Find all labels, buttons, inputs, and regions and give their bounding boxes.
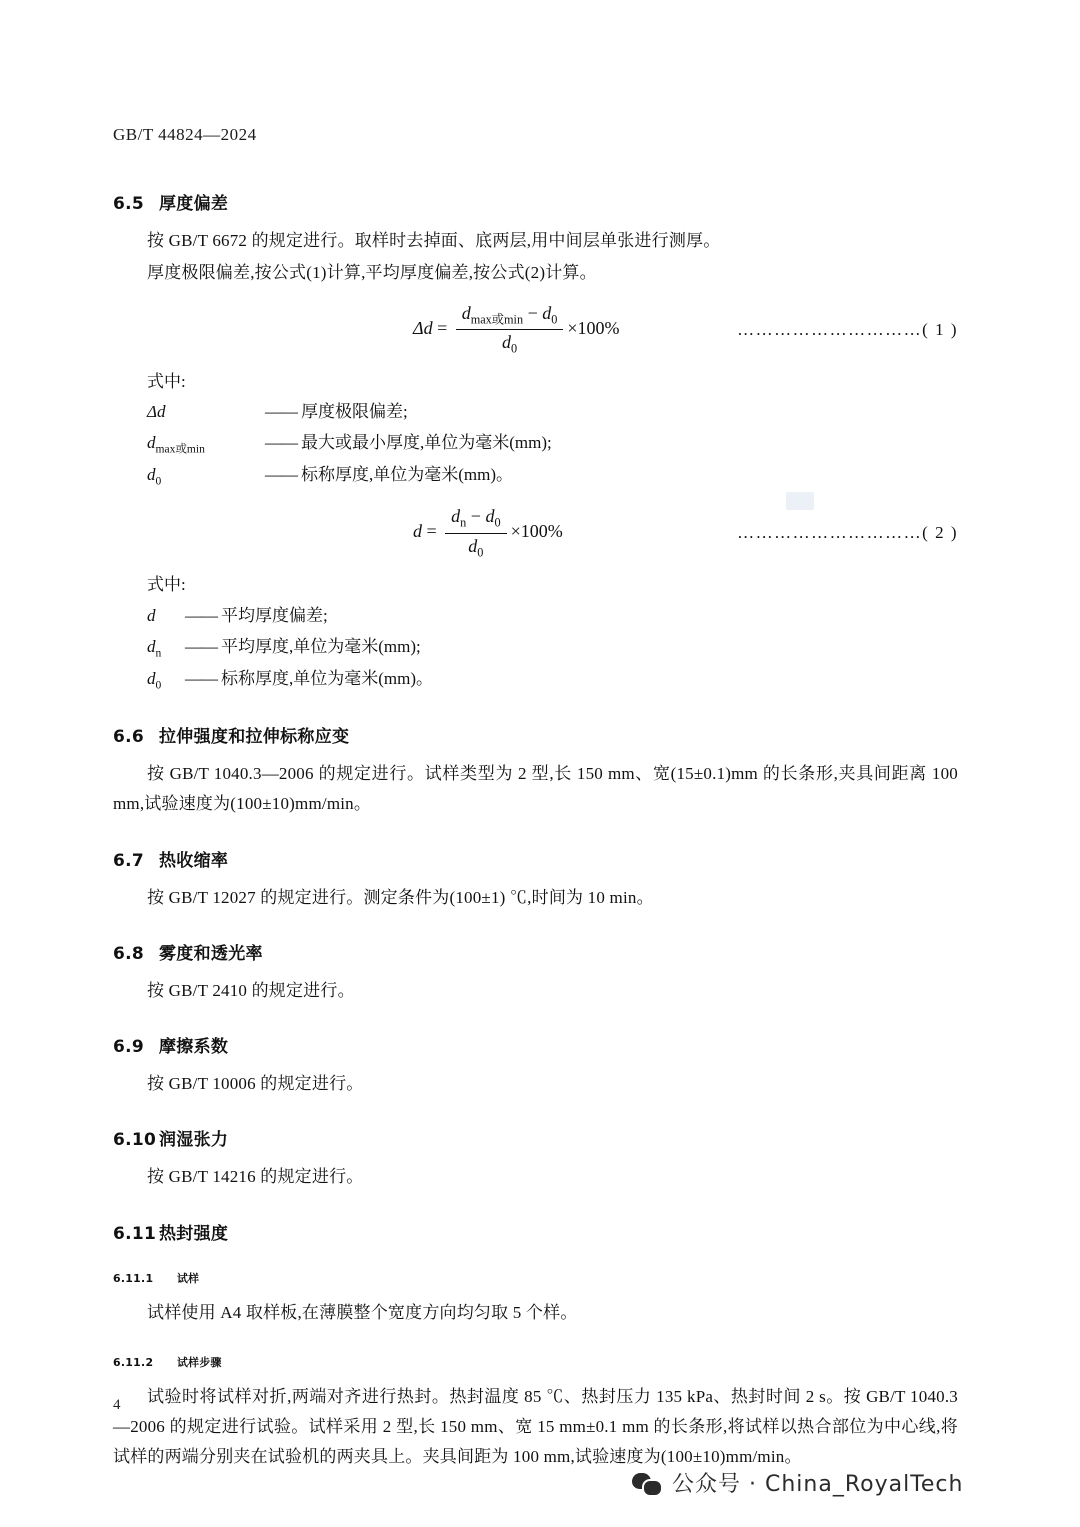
definition-text: 平均厚度偏差; [221,606,328,626]
definition-dash: —— [185,636,217,656]
page-content [113,125,958,1475]
wechat-icon [632,1471,660,1495]
definition-text: 标称厚度,单位为毫米(mm)。 [301,465,514,485]
section-heading-6-11 [113,1219,958,1244]
formula-2-label: …………………………( 2 ) [737,523,958,543]
definition-symbol: $d_n$ [147,636,162,660]
paragraph: 按 GB/T 2410 的规定进行。 [147,980,355,1000]
section-number: 6.5 [113,194,145,214]
paragraph: 试样使用 A4 取样板,在薄膜整个宽度方向均匀取 5 个样。 [147,1302,578,1322]
section-title: 厚度偏差 [159,194,229,214]
paragraph: 按 GB/T 6672 的规定进行。取样时去掉面、底两层,用中间层单张进行测厚。 [147,231,721,250]
definition-text: 标称厚度,单位为毫米(mm)。 [221,668,434,688]
paragraph: 按 GB/T 12027 的规定进行。测定条件为(100±1) ℃,时间为 10 min。 [147,887,654,907]
where-heading-1: 式中: [147,371,186,391]
definition-item [147,460,958,492]
definition-symbol: Δd [147,402,166,422]
definition-text: 厚度极限偏差; [301,402,408,422]
section-heading-6-7 [113,846,958,871]
section-heading-6-6 [113,722,958,747]
section-heading-6-9 [113,1032,958,1057]
section-heading-6-8 [113,939,958,964]
section-heading-6-5 [113,189,958,214]
paragraph: 按 GB/T 10006 的规定进行。 [147,1074,364,1094]
section-number: 6.6 [113,727,145,748]
section-number: 6.10 [113,1130,157,1151]
paragraph: 按 GB/T 1040.3—2006 的规定进行。试样类型为 2 型,长 150 mm、宽(15±0.1)mm 的长条形,夹具间距离 100 mm,试验速度为(100±10)mm/min。 [113,764,958,814]
definition-item [147,428,958,460]
section-title: 雾度和透光率 [159,943,263,964]
formula-2: d = $\frac{d_n - d_0}{d_0}$ ×100% [413,506,563,560]
formula-2-row [113,506,958,560]
definition-dash: —— [265,402,297,422]
section-title: 试样步骤 [177,1355,222,1369]
running-head: GB/T 44824—2024 [113,125,257,144]
paragraph: 厚度极限偏差,按公式(1)计算,平均厚度偏差,按公式(2)计算。 [147,263,597,283]
paragraph: 试验时将试样对折,两端对齐进行热封。热封温度 85 ℃、热封压力 135 kPa、热封时间 2 s。按 GB/T 1040.3—2006 的规定进行试验。试样采用 2 型,长 150 mm、宽 15 mm±0.1 mm 的长条形,将试样以热合部位为中心线,将试样的两端分别夹在试验机的两夹具上。夹具间距为 100 mm,试验速度为(100±10)mm/min。 [113,1386,958,1467]
section-number: 6.7 [113,850,145,871]
definition-item [147,664,958,696]
definition-text: 最大或最小厚度,单位为毫米(mm); [301,432,552,452]
section-title: 热封强度 [159,1223,229,1244]
definition-dash: —— [265,432,297,452]
definition-item [147,397,958,428]
definition-dash: —— [185,606,217,626]
section-title: 试样 [177,1271,200,1285]
section-number: 6.11.2 [113,1355,154,1369]
section-heading-6-10 [113,1125,958,1150]
formula-1-row [113,303,958,357]
formula-1: Δd = $\frac{d_{max或min} - d_0}{d_0}$ ×100% [413,302,620,356]
section-title: 润湿张力 [159,1130,229,1151]
definition-dash: —— [185,668,217,688]
section-title: 摩擦系数 [159,1037,229,1058]
definition-symbol: d [147,606,156,626]
section-number: 6.9 [113,1037,145,1058]
section-heading-6-11-2 [113,1354,958,1370]
definition-symbol: $d_{max或min}$ [147,432,205,456]
formula-1-label: …………………………( 1 ) [737,319,958,339]
definition-symbol: $d_0$ [147,668,162,692]
section-number: 6.11.1 [113,1271,154,1285]
section-heading-6-11-1 [113,1270,958,1286]
section-title: 拉伸强度和拉伸标称应变 [159,727,350,748]
scan-artifact [786,492,814,510]
paragraph: 按 GB/T 14216 的规定进行。 [147,1167,364,1187]
watermark [632,1467,963,1498]
section-number: 6.11 [113,1223,157,1244]
page-number: 4 [113,1397,121,1413]
section-title: 热收缩率 [159,850,229,871]
definition-item [147,632,958,664]
definition-item [147,601,958,632]
watermark-text: 公众号 · China_RoyalTech [672,1472,964,1497]
definition-symbol: $d_0$ [147,465,162,488]
definition-text: 平均厚度,单位为毫米(mm); [221,636,421,656]
definition-dash: —— [265,465,297,485]
where-heading-2: 式中: [147,575,186,595]
section-number: 6.8 [113,943,145,964]
